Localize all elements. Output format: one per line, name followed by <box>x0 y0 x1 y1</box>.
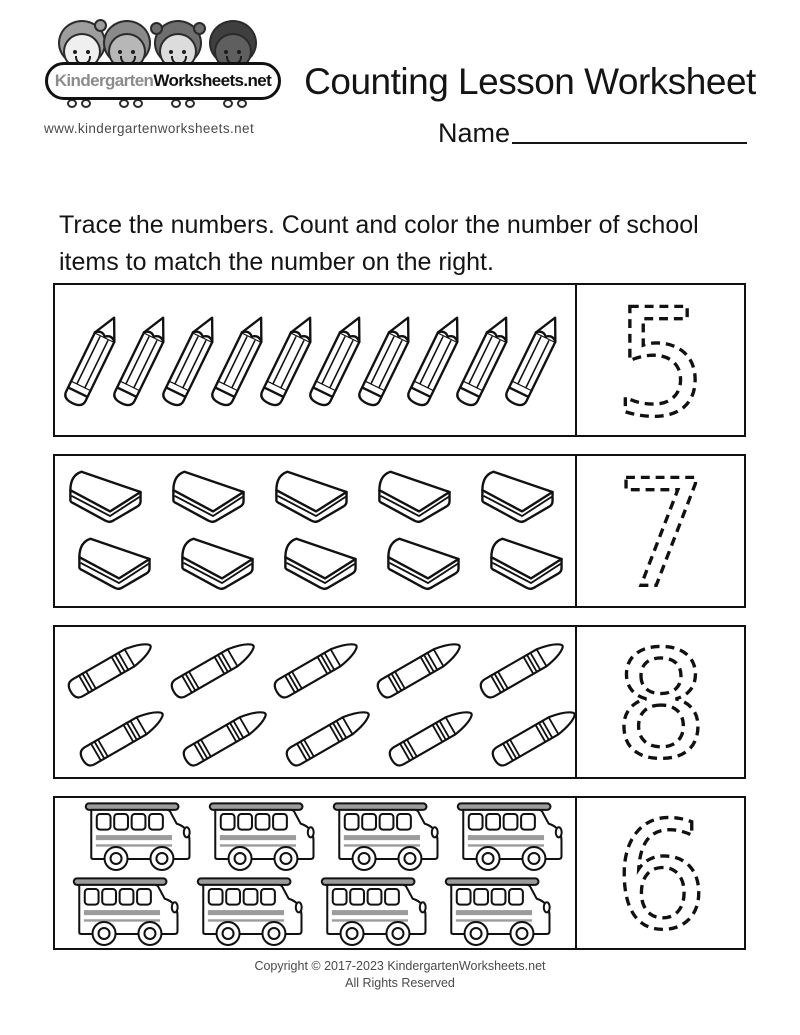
book-icon[interactable] <box>175 535 271 596</box>
foot-decoration <box>185 99 195 108</box>
trace-number-8[interactable] <box>577 627 744 777</box>
bus-icon[interactable] <box>331 801 443 871</box>
crayon-icon[interactable] <box>382 705 482 768</box>
book-icon[interactable] <box>72 535 168 596</box>
dashed-number <box>586 798 736 948</box>
foot-decoration <box>119 99 129 108</box>
crayon-icon[interactable] <box>473 637 573 700</box>
name-label: Name <box>438 118 511 148</box>
brand-text-black: Worksheets.net <box>153 71 272 90</box>
dashed-number <box>586 285 736 435</box>
foot-decoration <box>81 99 91 108</box>
trace-number-5[interactable] <box>577 285 744 435</box>
pencil-icon[interactable] <box>363 306 412 414</box>
pencil-icon[interactable] <box>69 306 118 414</box>
bus-icon[interactable] <box>83 801 195 871</box>
items-area <box>55 285 577 435</box>
crayon-icon[interactable] <box>164 637 264 700</box>
book-icon[interactable] <box>278 535 374 596</box>
book-icon[interactable] <box>269 468 365 529</box>
items-area <box>55 798 577 948</box>
book-icon[interactable] <box>381 535 477 596</box>
bus-icon[interactable] <box>455 801 567 871</box>
book-icon[interactable] <box>484 535 580 596</box>
book-icon[interactable] <box>166 468 262 529</box>
svg-text:6: 6 <box>613 798 708 948</box>
pencil-icon[interactable] <box>412 306 461 414</box>
foot-decoration <box>67 99 77 108</box>
bus-icon[interactable] <box>443 876 555 946</box>
pencil-icon[interactable] <box>167 306 216 414</box>
pencil-icon[interactable] <box>314 306 363 414</box>
counting-row-bus <box>53 796 746 950</box>
pencil-icon[interactable] <box>216 306 265 414</box>
name-row <box>438 118 747 149</box>
footer-rights: All Rights Reserved <box>345 976 455 990</box>
counting-row-book <box>53 454 746 608</box>
crayon-icon[interactable] <box>267 637 367 700</box>
name-field[interactable] <box>512 142 747 144</box>
book-icon[interactable] <box>372 468 468 529</box>
foot-decoration <box>133 99 143 108</box>
counting-row-pencil <box>53 283 746 437</box>
page-title: Counting Lesson Worksheet <box>304 60 756 102</box>
brand-logo <box>45 14 281 118</box>
crayon-icon[interactable] <box>176 705 276 768</box>
logo-pill <box>45 62 281 100</box>
crayon-icon[interactable] <box>370 637 470 700</box>
footer-copyright: Copyright © 2017-2023 KindergartenWorksheets.net <box>254 959 546 973</box>
pencil-icon[interactable] <box>118 306 167 414</box>
bus-icon[interactable] <box>319 876 431 946</box>
instructions-text: Trace the numbers. Count and color the number of school items to match the number on the right. <box>59 211 699 276</box>
dashed-number <box>586 456 736 606</box>
bus-icon[interactable] <box>195 876 307 946</box>
svg-text:8: 8 <box>613 627 708 777</box>
foot-decoration <box>237 99 247 108</box>
feet-decoration <box>45 99 281 111</box>
trace-number-6[interactable] <box>577 798 744 948</box>
pencil-icon[interactable] <box>461 306 510 414</box>
book-icon[interactable] <box>63 468 159 529</box>
page-footer <box>0 958 800 992</box>
bus-icon[interactable] <box>207 801 319 871</box>
foot-decoration <box>223 99 233 108</box>
book-icon[interactable] <box>475 468 571 529</box>
counting-row-crayon <box>53 625 746 779</box>
brand-text-gray: Kindergarten <box>54 71 154 90</box>
crayon-icon[interactable] <box>73 705 173 768</box>
brand-url: www.kindergartenworksheets.net <box>44 121 255 136</box>
foot-decoration <box>171 99 181 108</box>
items-area <box>55 627 577 777</box>
svg-text:7: 7 <box>613 456 708 606</box>
bus-icon[interactable] <box>71 876 183 946</box>
pencil-icon[interactable] <box>265 306 314 414</box>
crayon-icon[interactable] <box>485 705 585 768</box>
svg-text:5: 5 <box>613 285 708 435</box>
trace-number-7[interactable] <box>577 456 744 606</box>
crayon-icon[interactable] <box>61 637 161 700</box>
crayon-icon[interactable] <box>279 705 379 768</box>
counting-rows <box>53 283 746 967</box>
dashed-number <box>586 627 736 777</box>
items-area <box>55 456 577 606</box>
pencil-icon[interactable] <box>510 306 559 414</box>
